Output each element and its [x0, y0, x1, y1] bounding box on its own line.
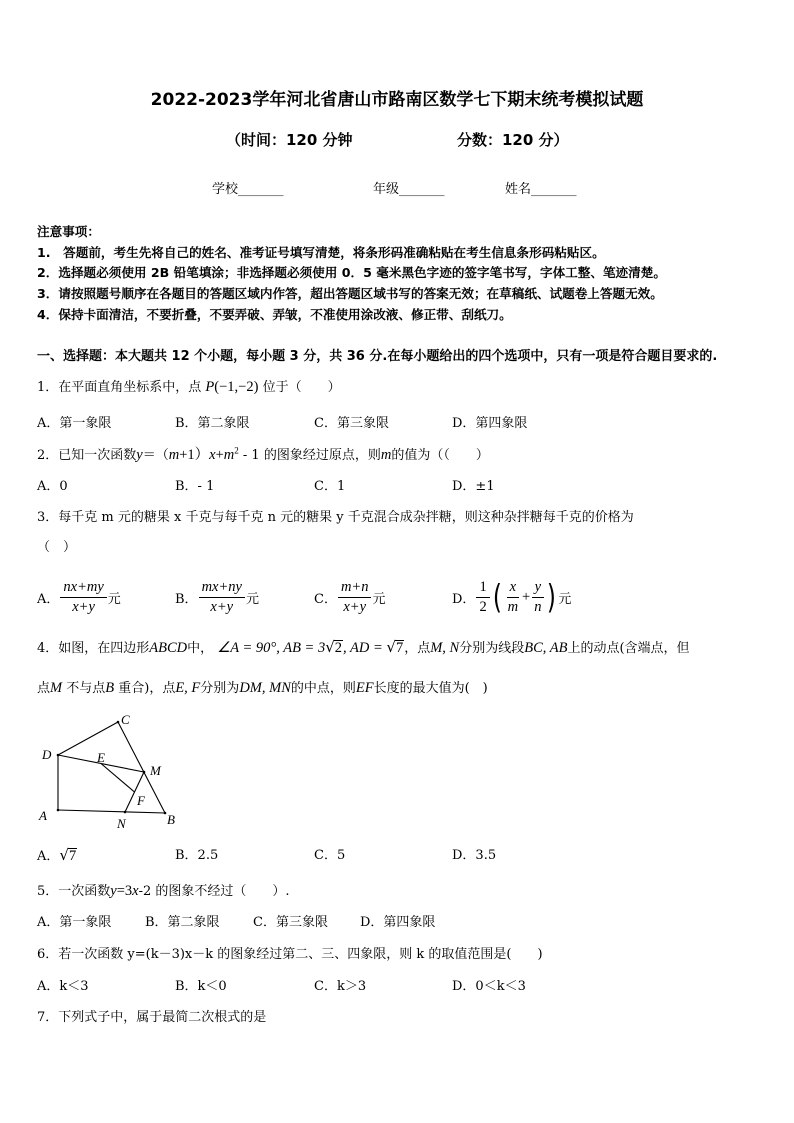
- q4-segment: EF: [355, 680, 374, 696]
- radicand: 7: [68, 848, 77, 864]
- question-2: [37, 446, 489, 465]
- q2-option-b: B．- 1: [175, 479, 215, 494]
- q2-option-a: A．0: [37, 479, 68, 494]
- q4-text: 分别为线段: [459, 641, 525, 656]
- q1-point-name: P: [205, 379, 215, 395]
- question-7: 7．下列式子中，属于最简二次根式的是: [37, 1010, 267, 1025]
- left-paren: (: [492, 577, 502, 616]
- numerator: y: [532, 579, 544, 598]
- denominator: m: [507, 598, 519, 615]
- q5-text: 5．一次函数: [37, 884, 111, 899]
- quadrilateral-figure: [30, 705, 190, 835]
- q6-option-b: B．k＜0: [175, 979, 227, 994]
- radical-sign: √: [325, 638, 335, 656]
- numerator: mx+ny: [199, 579, 245, 598]
- question-5: [37, 882, 290, 901]
- fraction: [60, 579, 106, 616]
- q1-option-a: A．第一象限: [37, 416, 112, 431]
- radicand: 2: [334, 640, 343, 656]
- fraction: [505, 579, 521, 616]
- q2-var: m: [168, 447, 180, 463]
- q5-text: =3: [116, 883, 133, 899]
- option-label: A．: [37, 591, 60, 607]
- q1-option-b: B．第二象限: [175, 416, 250, 431]
- numerator: m+n: [338, 579, 372, 598]
- notice-heading: 注意事项：: [37, 224, 100, 239]
- q4-segments: DM, MN: [239, 680, 291, 696]
- q4-point: M: [50, 680, 63, 696]
- q4-text: 4．如图，在四边形: [37, 641, 150, 656]
- q5-text: -2 的图象不经过（ ）.: [138, 884, 290, 899]
- q5-option-b: B．第二象限: [145, 915, 220, 930]
- vertex-a: [57, 809, 60, 812]
- question-4-line-2: [37, 679, 488, 698]
- q2-text: ＝（: [142, 448, 169, 463]
- q5-option-a: A．第一象限: [37, 915, 112, 930]
- q4-points: M, N: [430, 640, 460, 656]
- q2-option-c: C．1: [314, 479, 346, 494]
- q5-var: x: [132, 883, 139, 899]
- radical-sign: √: [59, 846, 69, 864]
- time-limit: （时间：120 分钟: [226, 131, 353, 149]
- numerator: nx+my: [60, 579, 106, 598]
- q4-points: E, F: [175, 680, 201, 696]
- notice-item: 4．保持卡面清洁，不要折叠，不要弄破、弄皱，不准使用涂改液、修正带、刮纸刀。: [37, 307, 512, 322]
- fraction: [199, 579, 245, 616]
- q4-text: 中，: [187, 641, 214, 656]
- q3-answer-paren: （ ）: [37, 540, 77, 555]
- edge-dc: [58, 722, 118, 755]
- option-label: B．: [175, 591, 198, 607]
- q3-option-d: [452, 576, 571, 618]
- denominator: n: [534, 598, 542, 615]
- name-field: 姓名_______: [505, 182, 577, 197]
- notice-item: 1. 答题前，考生先将自己的姓名、准考证号填写清楚，将条形码准确粘贴在考生信息条形码粘贴区。: [37, 245, 605, 260]
- q4-text: 重合)，点: [114, 681, 176, 696]
- q4-option-d: D．3.5: [452, 848, 497, 863]
- q4-option-c: C．5: [314, 848, 346, 863]
- q2-text: +: [215, 447, 224, 463]
- q2-text: 的值为（（ ）: [391, 448, 489, 463]
- question-6: 6．若一次函数 y=(k－3)x－k 的图象经过第二、三、四象限，则 k 的取值范围是( ): [37, 947, 543, 962]
- unit: 元: [372, 591, 386, 607]
- vertex-c: [117, 721, 120, 724]
- section-heading: 一、选择题：本大题共 12 个小题，每小题 3 分，共 36 分.在每小题给出的四个选项中，只有一项是符合题目要求的.: [37, 349, 718, 364]
- right-paren: ): [547, 577, 557, 616]
- q1-option-d: D．第四象限: [452, 416, 528, 431]
- label-e: E: [97, 750, 105, 765]
- numerator: 1: [476, 579, 489, 598]
- unit: 元: [558, 591, 572, 607]
- q2-exponent: 2: [234, 445, 239, 456]
- q4-text: 上的动点(含端点，但: [567, 641, 690, 656]
- label-f: F: [137, 793, 145, 808]
- notice-item: 2．选择题必须使用 2B 铅笔填涂；非选择题必须使用 0．5 毫米黑色字迹的签字笔书写，字体工整、笔迹清楚。: [37, 265, 666, 280]
- q2-option-d: D．±1: [452, 479, 495, 494]
- q6-option-d: D．0＜k＜3: [452, 979, 526, 994]
- numerator: x: [507, 579, 519, 598]
- q4-text: 分别为: [200, 681, 240, 696]
- q4-condition: , AD =: [343, 640, 387, 656]
- q3-option-c: [314, 576, 385, 618]
- q1-text: 位于（ ）: [262, 380, 341, 395]
- label-a: A: [39, 808, 47, 823]
- q1-option-c: C．第三象限: [314, 416, 389, 431]
- sqrt-2: [325, 638, 343, 658]
- label-n: N: [117, 816, 126, 831]
- plus-sign: +: [522, 588, 531, 605]
- q4-segments: BC, AB: [524, 640, 568, 656]
- q5-option-c: C．第三象限: [253, 915, 328, 930]
- q4-option-b: B．2.5: [175, 848, 219, 863]
- q2-var: x: [209, 447, 216, 463]
- full-score: 分数：120 分）: [457, 131, 569, 149]
- denominator: x+y: [72, 598, 95, 615]
- q4-option-a: [37, 846, 77, 866]
- label-b: B: [167, 812, 175, 827]
- q5-var: y: [110, 883, 117, 899]
- fraction: [531, 579, 544, 616]
- q6-option-c: C．k＞3: [314, 979, 367, 994]
- q6-option-a: A．k＜3: [37, 979, 89, 994]
- school-field: 学校_______: [212, 182, 284, 197]
- coefficient-fraction: [476, 579, 489, 616]
- q3-option-a: [37, 576, 121, 618]
- unit: 元: [107, 591, 121, 607]
- q5-option-d: D．第四象限: [360, 915, 436, 930]
- unit: 元: [245, 591, 259, 607]
- denominator: 2: [479, 598, 487, 615]
- sqrt-7: [386, 638, 404, 658]
- q3-option-b: [175, 576, 259, 618]
- label-m: M: [150, 763, 161, 778]
- page-title: 2022-2023学年河北省唐山市路南区数学七下期末统考模拟试题: [150, 90, 644, 110]
- radicand: 7: [395, 640, 404, 656]
- segment-ef: [101, 764, 135, 793]
- q2-var: m: [223, 447, 235, 463]
- q4-text: 的中点，则: [290, 681, 356, 696]
- vertex-b: [164, 812, 167, 815]
- denominator: x+y: [210, 598, 234, 615]
- notice-item: 3．请按照题号顺序在各题目的答题区域内作答，超出答题区域书写的答案无效；在草稿纸、试题卷上答题无效。: [37, 286, 663, 301]
- fraction: [338, 579, 372, 616]
- q2-text: 2．已知一次函数: [37, 448, 137, 463]
- question-4-line-1: [37, 638, 690, 658]
- q2-text: - 1 的图象经过原点，则: [238, 448, 381, 463]
- q4-text: 点: [37, 681, 51, 696]
- q1-text: 1．在平面直角坐标系中，点: [37, 380, 202, 395]
- q1-point-coords: (−1,−2): [214, 379, 259, 395]
- option-label: A．: [37, 849, 60, 864]
- label-c: C: [121, 712, 130, 727]
- sqrt-7: [59, 846, 77, 866]
- q2-var: m: [380, 447, 392, 463]
- point-m: [143, 771, 146, 774]
- vertex-d: [57, 754, 60, 757]
- question-3: 3．每千克 m 元的糖果 x 千克与每千克 n 元的糖果 y 千克混合成杂拌糖，则这种杂拌糖每千克的价格为: [37, 510, 634, 525]
- radical-sign: √: [386, 638, 396, 656]
- q4-condition: ∠A = 90°, AB = 3: [217, 640, 326, 656]
- q2-var: y: [136, 447, 143, 463]
- label-d: D: [42, 747, 52, 762]
- edge-ab: [58, 810, 165, 813]
- option-label: C．: [314, 591, 337, 607]
- question-1: [37, 378, 341, 397]
- option-label: D．: [452, 591, 476, 607]
- denominator: x+y: [343, 598, 367, 615]
- q4-text: ，点: [404, 641, 431, 656]
- q4-text: 不与点: [62, 681, 106, 696]
- grade-field: 年级_______: [373, 182, 445, 197]
- q2-text: +1）: [179, 447, 210, 463]
- q4-quad-name: ABCD: [149, 640, 188, 656]
- point-n: [124, 811, 127, 814]
- q4-text: 长度的最大值为( ): [373, 681, 488, 696]
- q4-point: B: [105, 680, 115, 696]
